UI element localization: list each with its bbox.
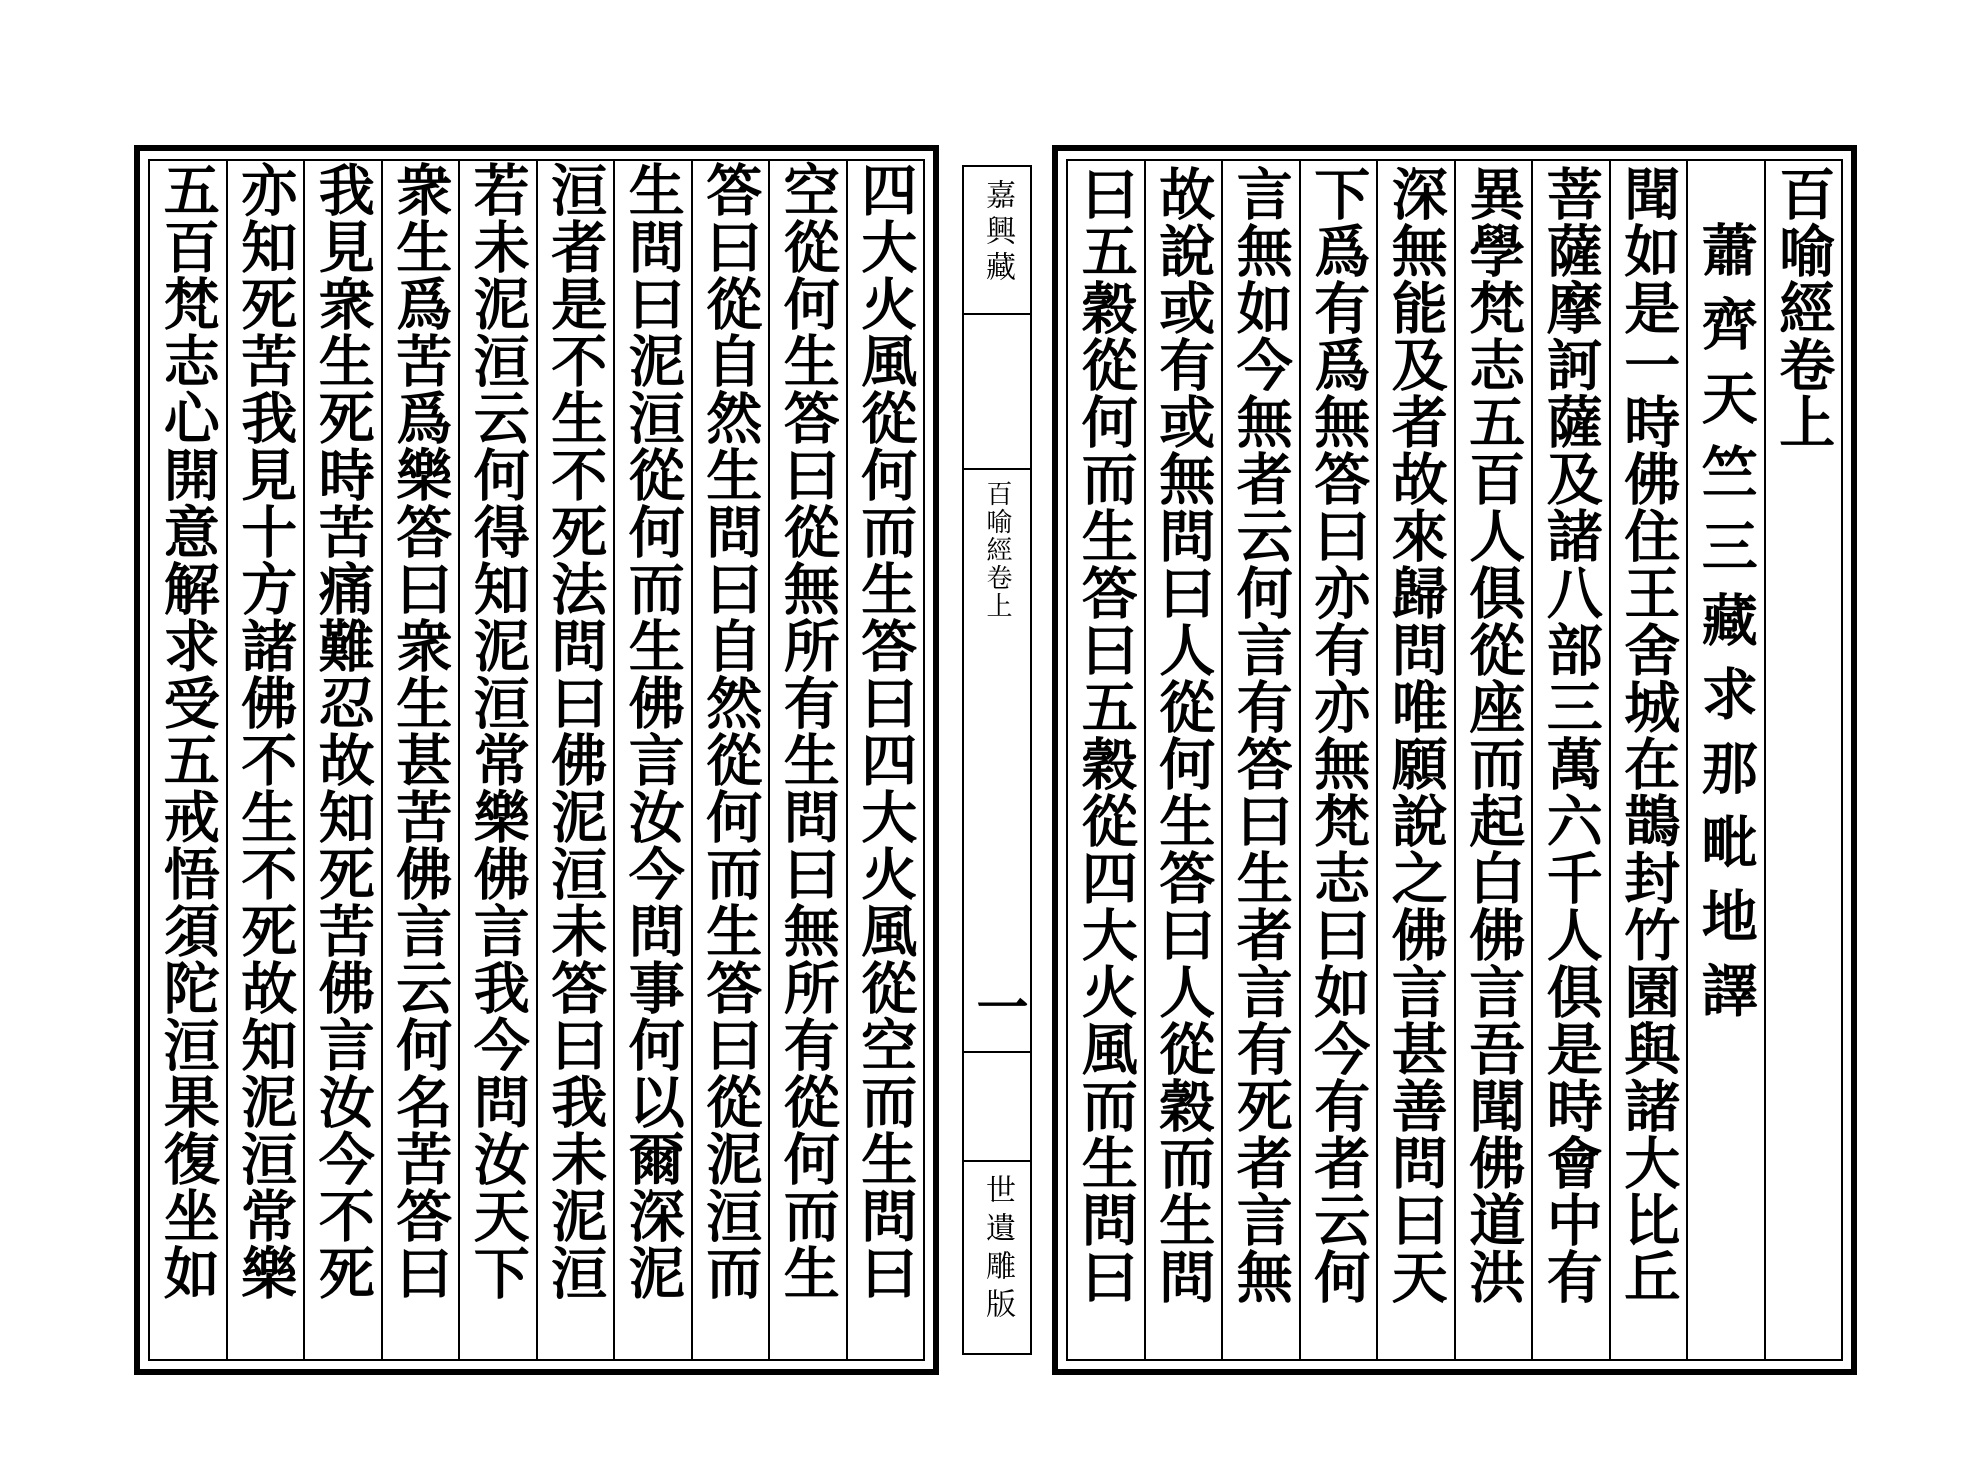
column-text: 言無如今無者云何言有答曰生者言有死者言無 <box>1227 165 1294 1305</box>
text-column <box>1686 161 1764 1359</box>
column-text: 曰五穀從何而生答曰五穀從四大火風而生問曰 <box>1072 165 1139 1305</box>
text-column <box>1144 161 1222 1359</box>
column-text: 下爲有爲無答曰亦有亦無梵志曰如今有者云何 <box>1305 165 1372 1305</box>
column-text: 五百梵志心開意解求受五戒悟須陀洹果復坐如 <box>154 161 221 1301</box>
right-page <box>1052 145 1857 1375</box>
text-column <box>458 161 536 1359</box>
text-column <box>150 161 226 1359</box>
column-text: 生問曰泥洹從何而生佛言汝今問事何以爾深泥 <box>619 161 686 1301</box>
gutter-rule <box>962 1052 1032 1160</box>
column-text: 深無能及者故來歸問唯願說之佛言甚善問曰天 <box>1382 165 1449 1305</box>
text-column <box>768 161 846 1359</box>
column-text: 聞如是一時佛住王舍城在鵲封竹園與諸大比丘 <box>1615 165 1682 1305</box>
column-text: 衆生爲苦爲樂答曰衆生甚苦佛言云何名苦答曰 <box>387 161 454 1301</box>
column-text: 我見衆生死時苦痛難忍故知死苦佛言汝今不死 <box>309 161 376 1301</box>
gutter-publisher-box <box>962 1160 1032 1355</box>
text-column <box>303 161 381 1359</box>
column-text: 空從何生答曰從無所有生問曰無所有從何而生 <box>774 161 841 1301</box>
column-text: 異學梵志五百人俱從座而起白佛言吾聞佛道洪 <box>1460 165 1527 1305</box>
page-number: 一 <box>967 980 1028 1032</box>
text-column <box>1454 161 1532 1359</box>
text-column <box>691 161 769 1359</box>
text-column <box>1764 161 1842 1359</box>
gutter-book-title: 百喻經卷上 <box>982 480 1012 620</box>
right-page-columns <box>1066 159 1843 1361</box>
left-page-columns <box>148 159 925 1361</box>
sutra-title: 百喻經卷上 <box>1770 165 1837 450</box>
collection-name: 嘉興藏 <box>980 179 1015 287</box>
column-text: 四大火風從何而生答曰四大火風從空而生問曰 <box>852 161 919 1301</box>
text-column <box>846 161 924 1359</box>
gutter-collection-box <box>962 165 1032 315</box>
gutter-page-box <box>962 960 1032 1048</box>
text-column <box>1376 161 1454 1359</box>
text-column <box>613 161 691 1359</box>
text-column <box>536 161 614 1359</box>
column-text: 若未泥洹云何得知泥洹常樂佛言我今問汝天下 <box>464 161 531 1301</box>
text-column <box>381 161 459 1359</box>
column-text: 亦知死苦我見十方諸佛不生不死故知泥洹常樂 <box>232 161 299 1301</box>
column-text: 洹者是不生不死法問曰佛泥洹未答曰我未泥洹 <box>542 161 609 1301</box>
column-text: 故說或有或無問曰人從何生答曰人從穀而生問 <box>1150 165 1217 1305</box>
left-page <box>134 145 939 1375</box>
gutter-rule <box>962 315 1032 468</box>
translator-line: 蕭齊天竺三藏求那毗地譯 <box>1692 221 1759 1035</box>
publisher-name: 世遺雕版 <box>980 1174 1015 1326</box>
text-column <box>1299 161 1377 1359</box>
column-text: 答曰從自然生問曰自然從何而生答曰從泥洹而 <box>697 161 764 1301</box>
column-text: 菩薩摩訶薩及諸八部三萬六千人俱是時會中有 <box>1537 165 1604 1305</box>
text-column <box>226 161 304 1359</box>
text-column <box>1609 161 1687 1359</box>
text-column <box>1531 161 1609 1359</box>
text-column <box>1221 161 1299 1359</box>
text-column <box>1068 161 1144 1359</box>
